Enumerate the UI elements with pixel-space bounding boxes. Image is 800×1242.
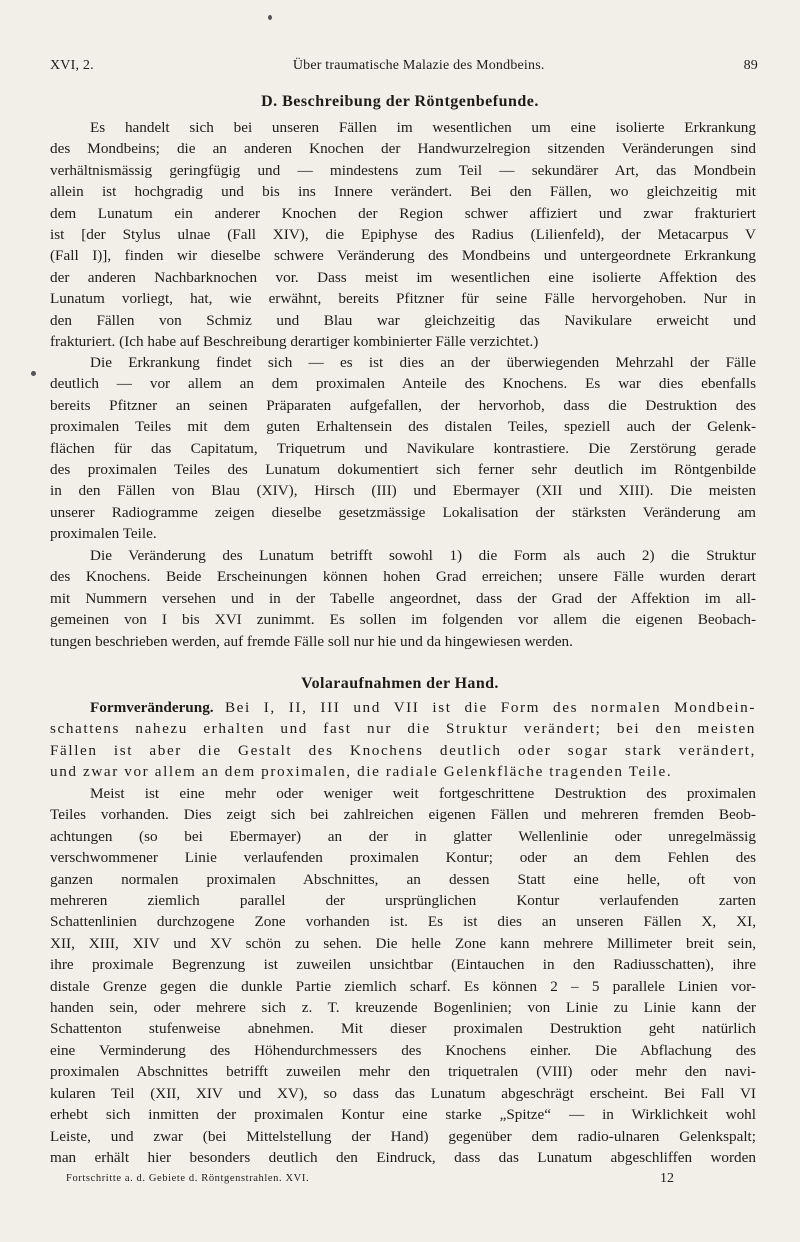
text-line: in den Fällen von Blau (XIV), Hirsch (III) und Ebermayer (XII und XIII). Die meisten xyxy=(50,482,756,500)
paragraph-4 xyxy=(50,697,756,783)
text-line: des proximalen Teiles des Lunatum dokumentiert sich ferner sehr deutlich im Röntgenbilde xyxy=(50,461,756,479)
ink-dot xyxy=(268,15,272,20)
paragraph-5 xyxy=(50,783,756,1168)
text-line: tungen beschrieben werden, auf fremde Fälle soll nur hie und da hingewiesen werden. xyxy=(50,632,573,650)
text-line: unserer Radiogramme zeigen dieselbe gesetzmässige Lokalisation der stärksten Veränderung am xyxy=(50,503,756,521)
text-line: ihre proximale Begrenzung ist zuweilen unsichtbar (Eintauchen in den Radiusschatten), ihre xyxy=(50,956,756,974)
text-line: gemeinen von I bis XVI zunimmt. Es sollen im folgenden vor allem die eigenen Beobach- xyxy=(50,611,756,629)
page-number: 89 xyxy=(743,58,758,73)
text-line: ist [der Stylus ulnae (Fall XIV), die Epiphyse des Radius (Lilienfeld), der Metacarpus V xyxy=(50,226,756,244)
text-line: des Mondbeins; die an anderen Knochen der Handwurzelregion sitzenden Veränderungen sind xyxy=(50,140,756,158)
text-line: distale Grenze gegen die dunkle Partie ziemlich scharf. Es können 2 – 5 parallele Linien vor- xyxy=(50,977,756,995)
text-line: dem Lunatum ein anderer Knochen der Region schwer affiziert und zwar frakturiert xyxy=(50,204,756,222)
text-line: Es handelt sich bei unseren Fällen im wesentlichen um eine isolierte Erkrankung xyxy=(90,119,756,136)
paragraph-2 xyxy=(50,352,756,545)
text-line: Lunatum vorliegt, hat, wie erwähnt, bereits Pfitzner für seine Fälle hervorgehoben. Nur in xyxy=(50,290,756,308)
text-line: verschwommener Linie verlaufenden proximalen Kontur; oder an dem Fehlen des xyxy=(50,849,756,867)
text-line: proximalen Teile. xyxy=(50,525,157,543)
text-line: erhebt sich inmitten der proximalen Kontur eine starke „Spitze“ — in Wirklichkeit wohl xyxy=(50,1106,756,1124)
text-line: Fällen ist aber die Gestalt des Knochens deutlich oder sogar stark verändert, xyxy=(50,741,756,759)
text-run: Bei I, II, III und VII ist die Form des normalen Mondbein- xyxy=(224,699,756,716)
text-line: proximalen Teiles mit dem guten Erhaltensein des distalen Teiles, speziell auch der Gelenk- xyxy=(50,418,756,436)
page-footer xyxy=(66,1173,674,1187)
text-line: eine Verminderung des Höhendurchmessers des Knochens einher. Die Abflachung des xyxy=(50,1041,756,1059)
text-line: den Fällen von Schmiz und Blau war gleichzeitig das Navikulare erweicht und xyxy=(50,311,756,329)
text-line: kularen Teil (XII, XIV und XV), so dass das Lunatum abgeschrägt erscheint. Bei Fall VI xyxy=(50,1084,756,1102)
text-line: der anderen Nachbarknochen vor. Dass meist im wesentlichen eine isolierte Affektion des xyxy=(50,268,756,286)
text-line: allein ist hochgradig und bis ins Innere verändert. Bei den Fällen, wo gleichzeitig mit xyxy=(50,183,756,201)
ink-dot xyxy=(31,371,36,376)
text-line: Teiles vorhanden. Dies zeigt sich bei zahlreichen eigenen Fällen und mehreren fremden Beob- xyxy=(50,806,756,824)
journal-name: Fortschritte a. d. Gebiete d. Röntgenstrahlen. XVI. xyxy=(66,1173,310,1184)
text-line: Die Erkrankung findet sich — es ist dies an der überwiegenden Mehrzahl der Fälle xyxy=(90,354,756,371)
text-line: achtungen (so bei Ebermayer) an der in glatter Wellenlinie oder unregelmässig xyxy=(50,827,756,845)
text-line: mehreren ziemlich parallel der ursprünglichen Kontur verlaufenden zarten xyxy=(50,892,756,910)
text-line: mit Nummern versehen und in der Tabelle angeordnet, dass der Grad der Affektion im all- xyxy=(50,589,756,607)
text-line: deutlich — vor allem an dem proximalen Anteile des Knochens. Es war dies ebenfalls xyxy=(50,375,756,393)
text-line: proximalen Abschnittes betrifft zuweilen mehr den triquetralen (VIII) oder mehr den navi- xyxy=(50,1063,756,1081)
text-line: flächen für das Capitatum, Triquetrum und Navikulare kontrastiere. Die Zerstörung gerade xyxy=(50,439,756,457)
text-line: schattens nahezu erhalten und fast nur die Struktur verändert; bei den meisten xyxy=(50,720,756,738)
running-head-volume: XVI, 2. xyxy=(50,58,94,73)
text-line: handen sein, oder mehrere sich z. T. kreuzende Bogenlinien; von Linie zu Linie kann der xyxy=(50,999,756,1017)
text-line: verhältnismässig geringfügig und — mindestens zum Teil — sekundärer Art, das Mondbein xyxy=(50,161,756,179)
paragraph-1 xyxy=(50,117,756,352)
running-head xyxy=(50,58,758,74)
text-line xyxy=(50,697,756,718)
signature-number: 12 xyxy=(660,1171,674,1186)
text-line: ganzen normalen proximalen Abschnittes, an dessen Statt eine helle, oft von xyxy=(50,870,756,888)
text-line: Schattenlinien durchzogene Zone vorhanden ist. Es ist dies an unseren Fällen X, XI, xyxy=(50,913,756,931)
subheading: Volaraufnahmen der Hand. xyxy=(301,675,499,692)
text-line: man erhält hier besonders deutlich den Eindruck, dass das Lunatum abgeschliffen worden xyxy=(50,1148,756,1166)
text-line: bereits Pfitzner an seinen Präparaten aufgefallen, der hervorhob, dass die Destruktion des xyxy=(50,396,756,414)
run-in-heading: Formveränderung. xyxy=(90,699,214,716)
text-line: (Fall I)], finden wir dieselbe schwere Veränderung des Mondbeins und untergeordnete Erkrankung xyxy=(50,247,756,265)
text-line: Leiste, und zwar (bei Mittelstellung der Hand) gegenüber dem radio-ulnaren Gelenkspalt; xyxy=(50,1127,756,1145)
text-line: Die Veränderung des Lunatum betrifft sowohl 1) die Form als auch 2) die Struktur xyxy=(90,547,756,564)
text-line: Schattenton stufenweise abnehmen. Mit dieser proximalen Destruktion geht natürlich xyxy=(50,1020,756,1038)
text-line: frakturiert. (Ich habe auf Beschreibung derartiger kombinierter Fälle verzichtet.) xyxy=(50,333,539,351)
paragraph-3 xyxy=(50,545,756,652)
section-title: D. Beschreibung der Röntgenbefunde. xyxy=(261,93,539,110)
text-line: und zwar vor allem an dem proximalen, die radiale Gelenkfläche tragenden Teile. xyxy=(50,763,673,781)
text-line: des Knochens. Beide Erscheinungen können hohen Grad erreichen; unsere Fälle wurden derart xyxy=(50,568,756,586)
text-line: XII, XIII, XIV und XV schön zu sehen. Die helle Zone kann mehrere Millimeter breit sein, xyxy=(50,934,756,952)
text-line: Meist ist eine mehr oder weniger weit fortgeschrittene Destruktion des proximalen xyxy=(90,785,756,802)
running-head-title: Über traumatische Malazie des Mondbeins. xyxy=(292,58,545,73)
